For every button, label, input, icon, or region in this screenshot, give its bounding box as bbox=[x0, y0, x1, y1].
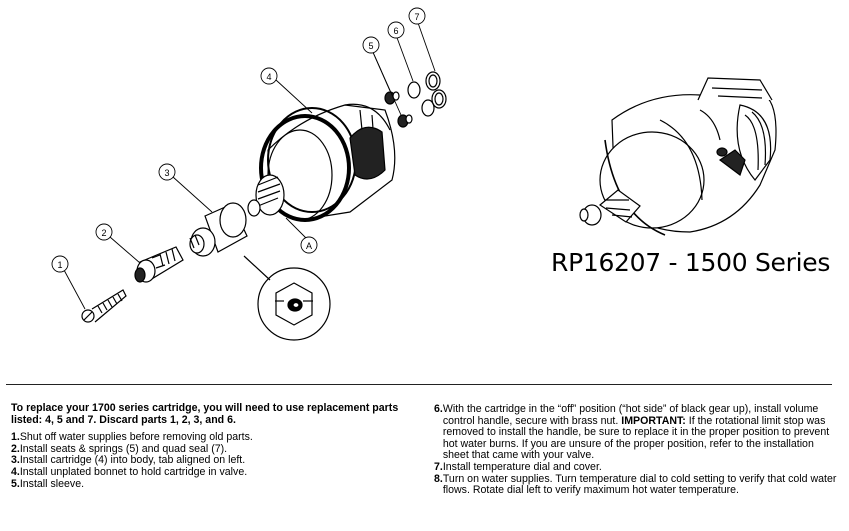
callout-4: 4 bbox=[266, 72, 272, 82]
step-8 bbox=[434, 474, 839, 497]
step-6-text-b: If the rotational limit stop was removed to install the handle, be sure to replace it in the proper position to prevent hot water burns. If you are unsure of the proper position, refer to the installation sheet that came with your valve. bbox=[442, 414, 830, 462]
step-text: Shut off water supplies before removing old parts. bbox=[19, 431, 253, 444]
part-1-screw bbox=[82, 290, 126, 322]
step-number: 6. bbox=[434, 403, 443, 415]
callout-1: 1 bbox=[57, 260, 63, 270]
callout-5: 5 bbox=[368, 41, 374, 51]
callout-7: 7 bbox=[414, 12, 420, 22]
step-text: Turn on water supplies. Turn temperature dial to cold setting to verify that cold water flows. Rotate dial left to verify maximum hot water temperature. bbox=[442, 472, 837, 497]
callout-a: A bbox=[305, 241, 313, 251]
step-7 bbox=[434, 462, 839, 474]
product-cartridge-image bbox=[580, 78, 776, 235]
step-text: Install sleeve. bbox=[19, 477, 85, 490]
part-7-seals bbox=[426, 72, 446, 108]
step-number: 3. bbox=[11, 454, 20, 467]
step-6-text-a: With the cartridge in the “off” position (“hot side” of black gear up), install volume control handle, secure with brass nut. bbox=[442, 403, 819, 427]
product-title: RP16207 - 1500 Series bbox=[551, 248, 831, 277]
step-number: 7. bbox=[434, 460, 443, 473]
part-2-stem-extension bbox=[135, 247, 183, 282]
step-6 bbox=[434, 404, 839, 462]
step-number: 2. bbox=[11, 442, 20, 455]
important-label: IMPORTANT: bbox=[621, 414, 686, 427]
step-4 bbox=[11, 467, 416, 479]
step-number: 5. bbox=[11, 477, 20, 490]
step-number: 1. bbox=[11, 431, 20, 444]
callout-3: 3 bbox=[164, 168, 170, 178]
step-number: 4. bbox=[11, 465, 20, 478]
instructions-left-column bbox=[11, 403, 416, 490]
callout-6: 6 bbox=[393, 26, 399, 36]
step-number: 8. bbox=[434, 472, 443, 485]
instructions-intro: To replace your 1700 series cartridge, you will need to use replacement parts listed: 4, 5 and 7. Discard parts 1, 2, 3, and 6. bbox=[11, 402, 399, 426]
detail-a-view bbox=[244, 256, 330, 340]
step-text bbox=[443, 404, 839, 462]
step-text: Install cartridge (4) into body, tab aligned on left. bbox=[19, 454, 246, 467]
step-text: Install unplated bonnet to hold cartridge in valve. bbox=[19, 465, 248, 478]
instructions-right-column bbox=[434, 404, 839, 497]
callout-2: 2 bbox=[101, 228, 107, 238]
step-5 bbox=[11, 479, 416, 491]
part-6-quad-seal bbox=[408, 82, 434, 116]
part-4-cartridge bbox=[248, 104, 395, 220]
part-3-bonnet bbox=[190, 203, 247, 256]
step-text: Install temperature dial and cover. bbox=[442, 460, 602, 473]
section-divider bbox=[6, 384, 832, 385]
step-text: Install seats & springs (5) and quad seal (7). bbox=[19, 442, 228, 455]
